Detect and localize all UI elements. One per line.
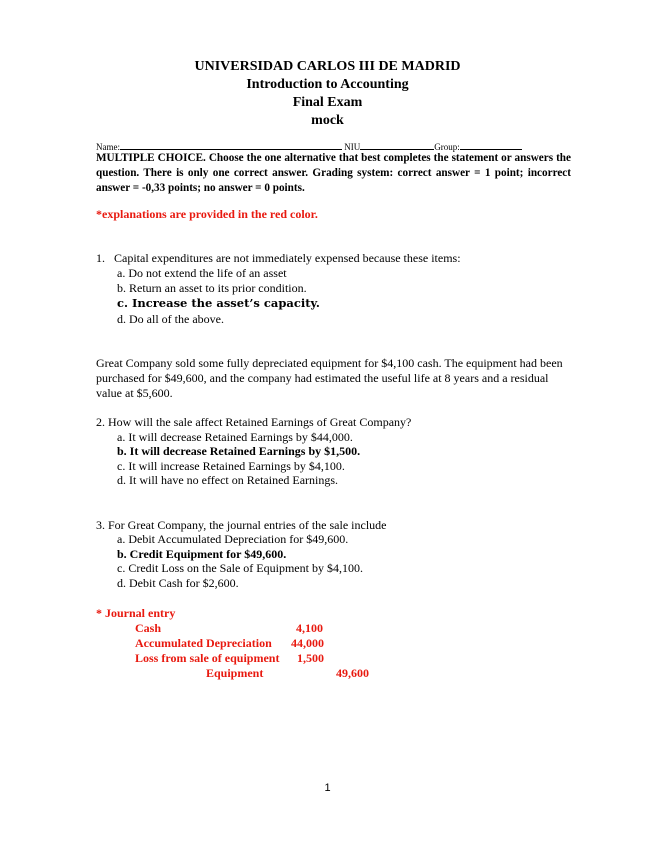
question-3: 3. For Great Company, the journal entries of the sale include [96,518,387,532]
niu-field[interactable] [360,140,434,150]
page-number: 1 [324,782,331,794]
journal-row-accum-dep-account: Accumulated Depreciation [135,636,272,650]
q2-option-c: c. It will increase Retained Earnings by $4,100. [117,459,345,473]
course-title: Introduction to Accounting [246,77,409,92]
name-field[interactable] [120,140,342,150]
q1-option-a: a. Do not extend the life of an asset [117,266,287,280]
niu-label: NIU [344,142,361,152]
q2-option-d: d. It will have no effect on Retained Earnings. [117,473,339,487]
exam-title: Final Exam [292,95,363,110]
name-label: Name: [96,142,120,152]
group-field[interactable] [460,140,522,150]
journal-row-equipment-account: Equipment [206,666,264,680]
instructions: MULTIPLE CHOICE. Choose the one alternative that best completes the statement or answers the question. There is only one correct answer. Grading system: correct answer = 1 point; incorrect answer = -0,33 points; no answer = 0 points. [96,152,571,194]
journal-row-loss-account: Loss from sale of equipment [135,651,280,665]
scenario-paragraph: Great Company sold some fully depreciated equipment for $4,100 cash. The equipment had been purchased for $49,600, and the company had estimated the useful life at 8 years and a residual value at $5,600. [96,356,563,400]
question-1-number: 1. [96,251,105,265]
q1-option-c-correct: c. Increase the asset’s capacity. [117,296,320,310]
q2-option-a: a. It will decrease Retained Earnings by $44,000. [117,430,353,444]
question-1-text: Capital expenditures are not immediately expensed because these items: [114,251,461,265]
q3-option-d: d. Debit Cash for $2,600. [117,576,239,590]
q1-option-d: d. Do all of the above. [117,312,224,326]
journal-row-equipment-credit: 49,600 [336,666,369,680]
q3-option-a: a. Debit Accumulated Depreciation for $49,600. [117,532,349,546]
question-1 [96,251,461,266]
journal-row-cash-account: Cash [135,621,162,635]
group-label: Group: [434,142,460,152]
q3-option-c: c. Credit Loss on the Sale of Equipment by $4,100. [117,561,363,575]
university-name: UNIVERSIDAD CARLOS III DE MADRID [194,59,461,74]
q2-option-b-correct: b. It will decrease Retained Earnings by $1,500. [117,444,361,458]
journal-entry-title: * Journal entry [96,606,176,620]
journal-row-cash-debit: 4,100 [296,621,323,635]
q3-option-b-correct: b. Credit Equipment for $49,600. [117,547,287,561]
journal-row-accum-dep-debit: 44,000 [291,636,324,650]
explanation-note: *explanations are provided in the red color. [96,207,318,221]
exam-subtitle: mock [311,113,344,128]
question-2: 2. How will the sale affect Retained Earnings of Great Company? [96,415,412,429]
q1-option-b: b. Return an asset to its prior condition. [117,281,307,295]
journal-row-loss-debit: 1,500 [297,651,324,665]
